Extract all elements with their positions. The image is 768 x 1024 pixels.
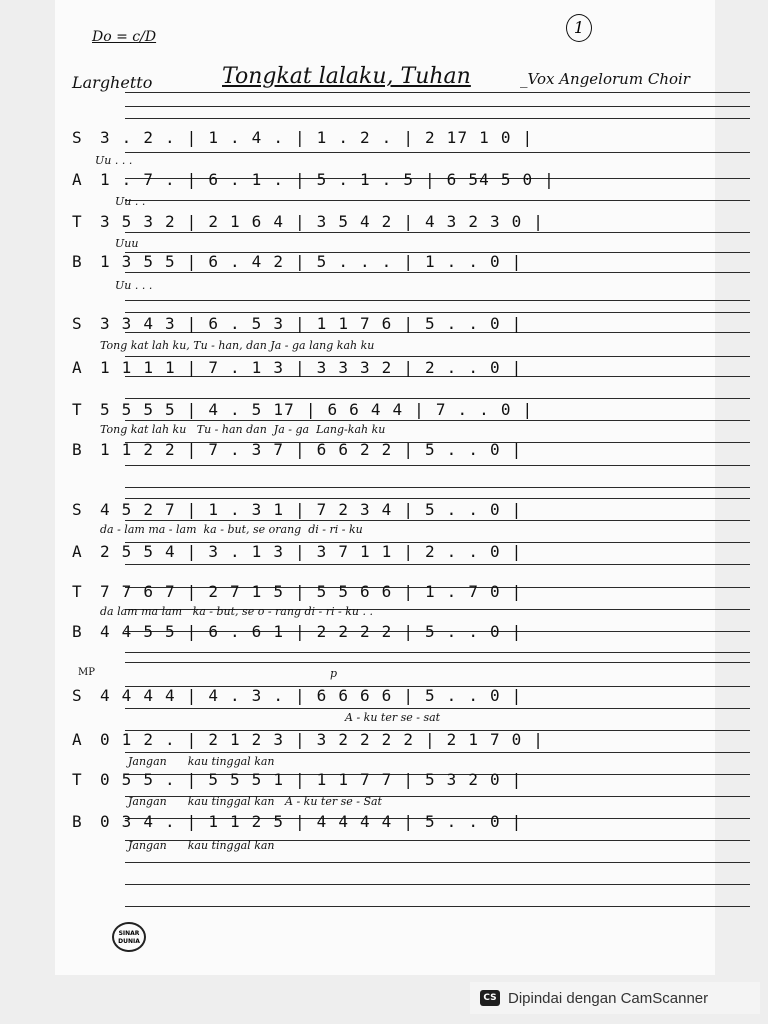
choir-credit: _Vox Angelorum Choir (520, 70, 690, 88)
tempo-marking: Larghetto (72, 73, 153, 92)
soprano-line: 4 5 2 7 | 1 . 3 1 | 7 2 3 4 | 5 . . 0 | (100, 500, 523, 519)
alto-notes: A (72, 542, 83, 561)
tenor-line: 0 5 5 . | 5 5 5 1 | 1 1 7 7 | 5 3 2 0 | (100, 770, 523, 789)
lyric-line: Uu . . . (115, 279, 153, 292)
bass-notes: B (72, 440, 83, 459)
alto-line: 2 5 5 4 | 3 . 1 3 | 3 7 1 1 | 2 . . 0 | (100, 542, 523, 561)
lyric-line: da - lam ma - lam ka - but, se orang di - ri - ku (100, 523, 363, 536)
lyric-line: Jangan kau tinggal kan A - ku ter se - Sat (128, 795, 382, 808)
alto-line: 0 1 2 . | 2 1 2 3 | 3 2 2 2 2 | 2 1 7 0 | (100, 730, 545, 749)
bass-line: 0 3 4 . | 1 1 2 5 | 4 4 4 4 | 5 . . 0 | (100, 812, 523, 831)
lyric-line: Tong kat lah ku, Tu - han, dan Ja - ga lang kah ku (100, 339, 375, 352)
tenor-line: 7 7 6 7 | 2 7 1 5 | 5 5 6 6 | 1 . 7 0 | (100, 582, 523, 601)
tenor-notes: T (72, 400, 83, 419)
bass-line: 4 4 5 5 | 6 . 6 1 | 2 2 2 2 | 5 . . 0 | (100, 622, 523, 641)
lyric-line: Uu . . . (95, 154, 133, 167)
lyric-line: Uuu (115, 237, 139, 250)
tenor-line: 3 5 3 2 | 2 1 6 4 | 3 5 4 2 | 4 3 2 3 0 | (100, 212, 545, 231)
lyric-line: Tong kat lah ku Tu - han dan Ja - ga Lang-kah ku (100, 423, 386, 436)
scanner-watermark-text: Dipindai dengan CamScanner (508, 989, 709, 1007)
tenor-line: 5 5 5 5 | 4 . 5 17 | 6 6 4 4 | 7 . . 0 | (100, 400, 534, 419)
song-title: Tongkat lalaku, Tuhan (222, 64, 471, 89)
lyric-line: Uu . . (115, 195, 146, 208)
bass-notes: B (72, 812, 83, 831)
dynamic-marking: MP (78, 667, 95, 678)
soprano-notes: S (72, 128, 83, 147)
page-number: 1 (566, 14, 592, 42)
tenor-notes: T (72, 212, 83, 231)
lyric-line: A - ku ter se - sat (345, 711, 441, 724)
paper-brand-logo: SINAR DUNIA (112, 922, 146, 952)
scanner-watermark (470, 982, 760, 1014)
soprano-line: 3 3 4 3 | 6 . 5 3 | 1 1 7 6 | 5 . . 0 | (100, 314, 523, 333)
bass-line: 1 1 2 2 | 7 . 3 7 | 6 6 2 2 | 5 . . 0 | (100, 440, 523, 459)
soprano-line: 3 . 2 . | 1 . 4 . | 1 . 2 . | 2 17 1 0 | (100, 128, 534, 147)
alto-line: 1 1 1 1 | 7 . 1 3 | 3 3 3 2 | 2 . . 0 | (100, 358, 523, 377)
dynamic-marking: p (330, 667, 338, 680)
alto-line: 1 . 7 . | 6 . 1 . | 5 . 1 . 5 | 6 54 5 0 | (100, 170, 555, 189)
alto-notes: A (72, 730, 83, 749)
bass-line: 1 3 5 5 | 6 . 4 2 | 5 . . . | 1 . . 0 | (100, 252, 523, 271)
camscanner-icon: CS (480, 990, 500, 1006)
lyric-line: da lam ma lam ka - but, se o - rang di - ri - ku . . (100, 605, 373, 618)
lyric-line: Jangan kau tinggal kan (128, 839, 275, 852)
bass-notes: B (72, 622, 83, 641)
bass-notes: B (72, 252, 83, 271)
soprano-notes: S (72, 500, 83, 519)
tenor-notes: T (72, 582, 83, 601)
lyric-line: Jangan kau tinggal kan (128, 755, 275, 768)
alto-notes: A (72, 358, 83, 377)
soprano-notes: S (72, 314, 83, 333)
tenor-notes: T (72, 770, 83, 789)
soprano-line: 4 4 4 4 | 4 . 3 . | 6 6 6 6 | 5 . . 0 | (100, 686, 523, 705)
soprano-notes: S (72, 686, 83, 705)
alto-notes: A (72, 170, 83, 189)
key-signature: Do = c/D (92, 29, 157, 45)
